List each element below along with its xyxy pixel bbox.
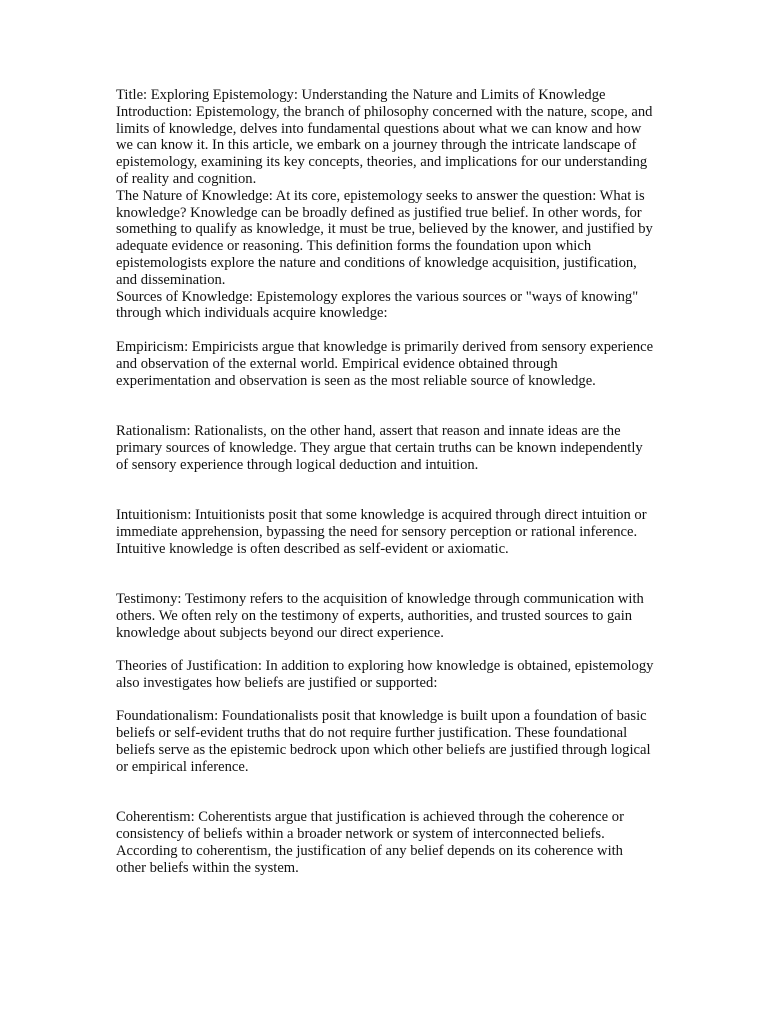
- introduction-paragraph: Introduction: Epistemology, the branch of philosophy concerned with the nature, scope, and limits of knowledge, delves into fundamental questions about what we can know and how we can know it. In this article, we embark on a journey through the intricate landscape of epistemology, examining its key concepts, theories, and implications for our understanding of reality and cognition.: [116, 103, 653, 187]
- testimony-paragraph: Testimony: Testimony refers to the acquisition of knowledge through communication with others. We often rely on the testimony of experts, authorities, and trusted sources to gain knowledge about subjects beyond our direct experience.: [116, 590, 644, 641]
- rationalism-paragraph: Rationalism: Rationalists, on the other hand, assert that reason and innate ideas are the primary sources of knowledge. They argue that certain truths can be known independently of sensory experience through logical deduction and intuition.: [116, 422, 643, 473]
- sources-of-knowledge-paragraph: Sources of Knowledge: Epistemology explores the various sources or "ways of knowing" through which individuals acquire knowledge:: [116, 288, 639, 322]
- theories-of-justification-paragraph: Theories of Justification: In addition to exploring how knowledge is obtained, epistemology also investigates how beliefs are justified or supported:: [116, 658, 654, 691]
- coherentism-paragraph: Coherentism: Coherentists argue that justification is achieved through the coherence or consistency of beliefs within a broader network or system of interconnected beliefs. According to coherentism, the justification of any belief depends on its coherence with other beliefs within the system.: [116, 809, 624, 876]
- foundationalism-paragraph: Foundationalism: Foundationalists posit that knowledge is built upon a foundation of basic beliefs or self-evident truths that do not require further justification. These foundational beliefs serve as the epistemic bedrock upon which other beliefs are justified through logical or empirical inference.: [116, 708, 651, 775]
- document-title: Title: Exploring Epistemology: Understanding the Nature and Limits of Knowledge: [116, 87, 606, 103]
- empiricism-paragraph: Empiricism: Empiricists argue that knowledge is primarily derived from sensory experience and observation of the external world. Empirical evidence obtained through experimentation and observation is seen as the most reliable source of knowledge.: [116, 338, 654, 389]
- intuitionism-paragraph: Intuitionism: Intuitionists posit that some knowledge is acquired through direct intuition or immediate apprehension, bypassing the need for sensory perception or rational inference. Intuitive knowledge is often described as self-evident or axiomatic.: [116, 506, 647, 557]
- nature-of-knowledge-paragraph: The Nature of Knowledge: At its core, epistemology seeks to answer the question: What is knowledge? Knowledge can be broadly defined as justified true belief. In other words, for something to qualify as knowledge, it must be true, believed by the knower, and justified by adequate evidence or reasoning. This definition forms the foundation upon which epistemologists explore the nature and conditions of knowledge acquisition, justification, and dissemination.: [116, 187, 653, 288]
- document-page: [116, 87, 656, 876]
